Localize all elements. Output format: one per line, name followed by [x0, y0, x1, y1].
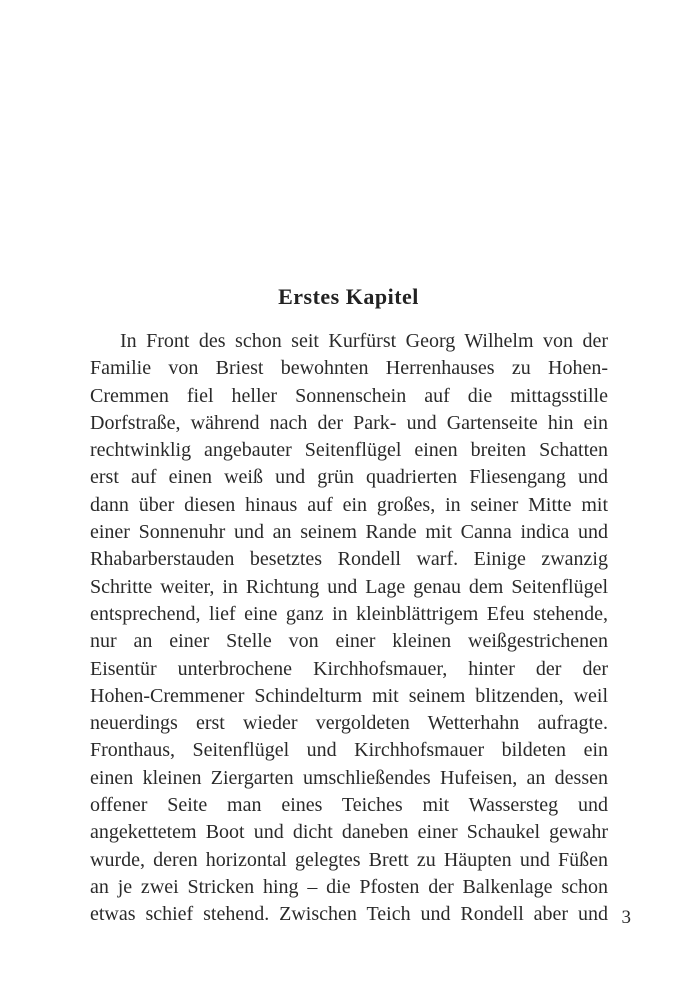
body-paragraph — [90, 328, 608, 929]
text-line: angekettetem Boot und dicht daneben einer Schaukel gewahr — [90, 821, 608, 844]
text-line: dann über diesen hinaus auf ein großes, in seiner Mitte mit — [90, 493, 608, 516]
text-line: neuerdings erst wieder vergoldeten Wetterhahn aufragte. — [90, 712, 608, 735]
text-line: Cremmen fiel heller Sonnenschein auf die mittagsstille — [90, 384, 608, 407]
text-line: rechtwinklig angebauter Seitenflügel einen breiten Schatten — [90, 439, 608, 462]
text-line: In Front des schon seit Kurfürst Georg Wilhelm von der — [120, 330, 608, 352]
text-line: Schritte weiter, in Richtung und Lage genau dem Seitenflügel — [90, 575, 608, 598]
text-line: Familie von Briest bewohnten Herrenhauses zu Hohen- — [90, 357, 608, 380]
text-line: Rhabarberstauden besetztes Rondell warf. Einige zwanzig — [90, 548, 608, 571]
text-line: erst auf einen weiß und grün quadrierten Fliesengang und — [90, 466, 608, 489]
text-line: etwas schief stehend. Zwischen Teich und Rondell aber und — [90, 903, 608, 926]
text-line: wurde, deren horizontal gelegtes Brett zu Häupten und Füßen — [90, 848, 608, 871]
text-line: Fronthaus, Seitenflügel und Kirchhofsmauer bildeten ein — [90, 739, 608, 762]
text-line: offener Seite man eines Teiches mit Wassersteg und — [90, 794, 608, 817]
chapter-title: Erstes Kapitel — [278, 284, 419, 309]
text-line: an je zwei Stricken hing – die Pfosten der Balkenlage schon — [90, 875, 608, 898]
text-line: Eisentür unterbrochene Kirchhofsmauer, hinter der der — [90, 657, 608, 680]
text-line: einen kleinen Ziergarten umschließendes Hufeisen, an dessen — [90, 766, 608, 789]
text-line: entsprechend, lief eine ganz in kleinblättrigem Efeu stehende, — [90, 602, 608, 625]
text-line: einer Sonnenuhr und an seinem Rande mit Canna indica und — [90, 521, 608, 544]
text-line: nur an einer Stelle von einer kleinen weißgestrichenen — [90, 630, 608, 653]
text-line: Dorfstraße, während nach der Park- und Gartenseite hin ein — [90, 411, 608, 434]
text-line: Hohen-Cremmener Schindelturm mit seinem blitzenden, weil — [90, 684, 608, 707]
page-number: 3 — [621, 907, 631, 928]
